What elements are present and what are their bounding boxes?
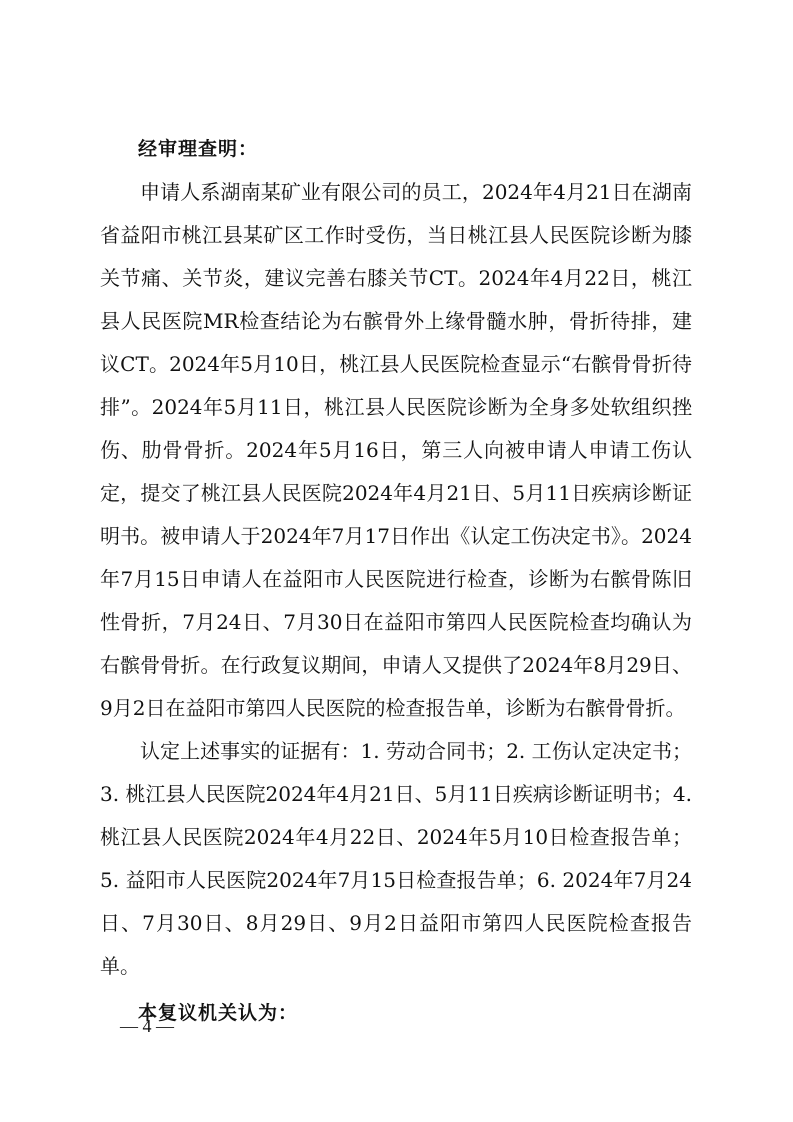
paragraph-facts: 申请人系湖南某矿业有限公司的员工，2024年4月21日在湖南省益阳市桃江县某矿区工作时受伤，当日桃江县人民医院诊断为膝关节痛、关节炎，建议完善右膝关节CT。2024年4月22日，桃江县人民医院MR检查结论为右髌骨外上缘骨髓水肿，骨折待排，建议CT。2024年5月10日，桃江县人民医院检查显示“右髌骨骨折待排”。2024年5月11日，桃江县人民医院诊断为全身多处软组织挫伤、肋骨骨折。2024年5月16日，第三人向被申请人申请工伤认定，提交了桃江县人民医院2024年4月21日、5月11日疾病诊断证明书。被申请人于2024年7月17日作出《认定工伤决定书》。2024年7月15日申请人在益阳市人民医院进行检查，诊断为右髌骨陈旧性骨折，7月24日、7月30日在益阳市第四人民医院检查均确认为右髌骨骨折。在行政复议期间，申请人又提供了2024年8月29日、9月2日在益阳市第四人民医院的检查报告单，诊断为右髌骨骨折。 bbox=[100, 180, 692, 720]
section-heading-findings: 经审理查明： bbox=[138, 138, 259, 160]
page-number: — 4 — bbox=[120, 1016, 174, 1036]
paragraph-evidence: 认定上述事实的证据有：1. 劳动合同书；2. 工伤认定决定书；3. 桃江县人民医院2024年4月21日、5月11日疾病诊断证明书；4. 桃江县人民医院2024年4月22日、2024年5月10日检查报告单；5. 益阳市人民医院2024年7月15日检查报告单；6. 2024年7月24日、7月30日、8月29日、9月2日益阳市第四人民医院检查报告单。 bbox=[100, 739, 692, 978]
section-heading-opinion: 本复议机关认为： bbox=[138, 1002, 299, 1024]
document-body bbox=[100, 128, 692, 1035]
